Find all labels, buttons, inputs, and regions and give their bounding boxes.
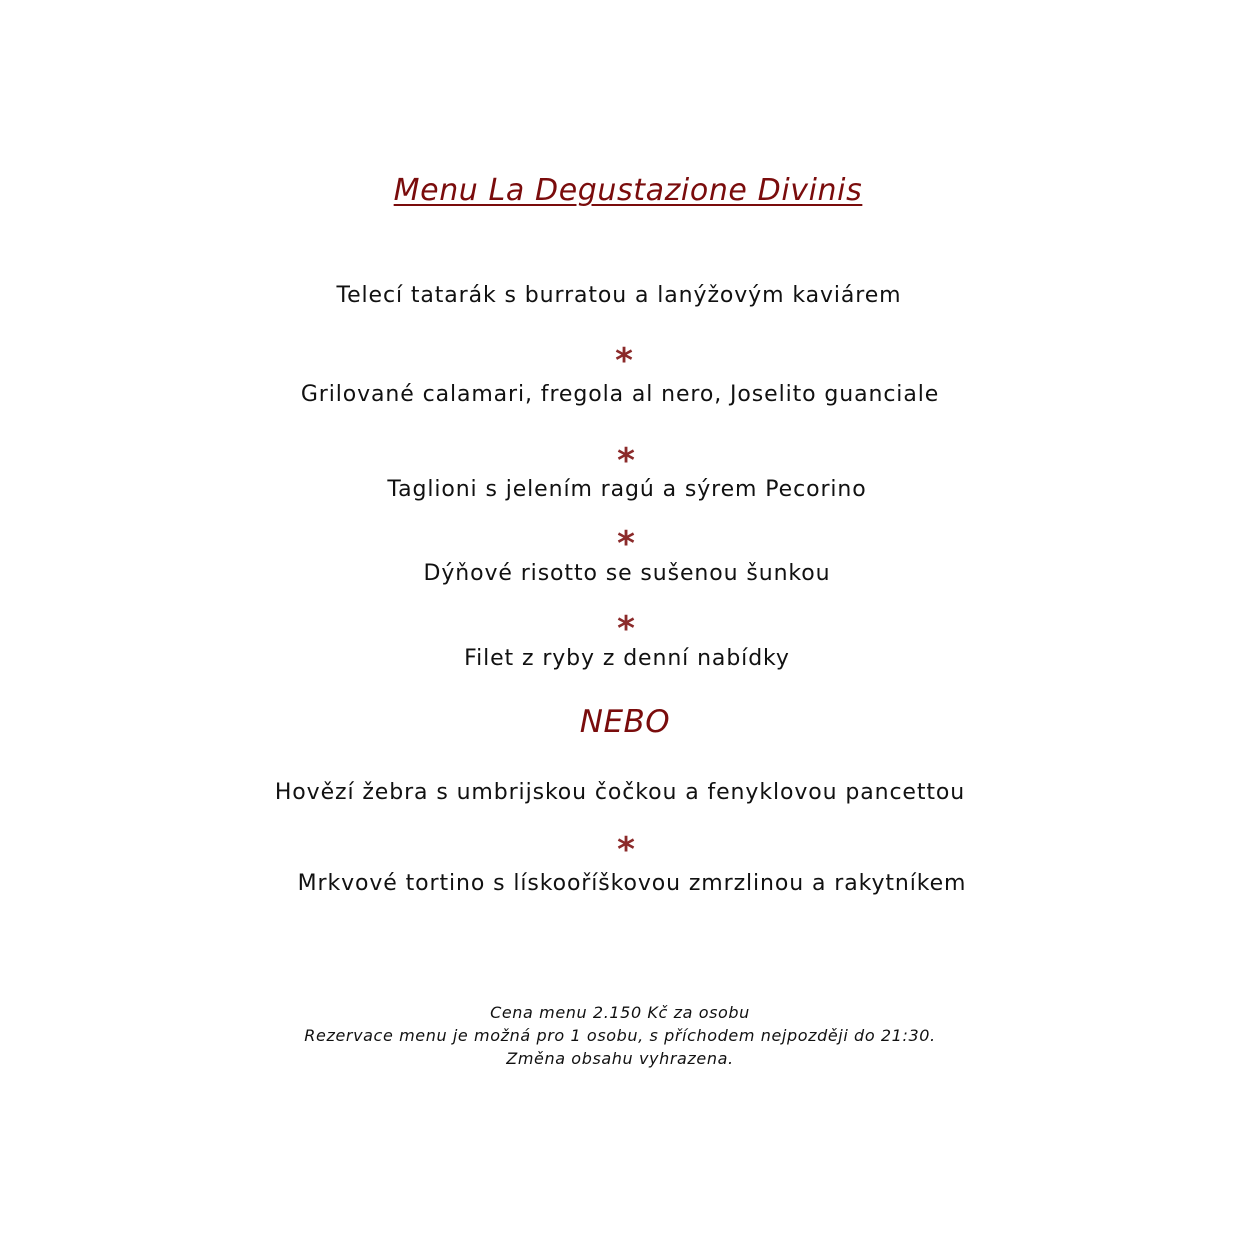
alternative-label: NEBO [579, 704, 671, 740]
course-6: Hovězí žebra s umbrijskou čočkou a fenyklovou pancettou [274, 780, 966, 805]
course-4: Dýňové risotto se sušenou šunkou [423, 561, 831, 586]
separator-asterisk-3: * [617, 524, 635, 564]
course-2: Grilované calamari, fregola al nero, Joselito guanciale [300, 382, 940, 407]
disclaimer-note: Změna obsahu vyhrazena. [506, 1049, 734, 1068]
course-1: Telecí tatarák s burratou a lanýžovým kaviárem [336, 283, 902, 308]
separator-asterisk-4: * [617, 609, 635, 649]
menu-title: Menu La Degustazione Divinis [393, 173, 863, 208]
price-note: Cena menu 2.150 Kč za osobu [490, 1003, 750, 1022]
course-3: Taglioni s jelením ragú a sýrem Pecorino [387, 477, 867, 502]
reservation-note: Rezervace menu je možná pro 1 osobu, s příchodem nejpozději do 21:30. [304, 1026, 936, 1045]
separator-asterisk-1: * [615, 341, 633, 381]
course-7: Mrkvové tortino s lískooříškovou zmrzlinou a rakytníkem [297, 871, 967, 896]
separator-asterisk-2: * [617, 441, 635, 481]
separator-asterisk-5: * [617, 830, 635, 870]
course-5: Filet z ryby z denní nabídky [464, 646, 790, 671]
